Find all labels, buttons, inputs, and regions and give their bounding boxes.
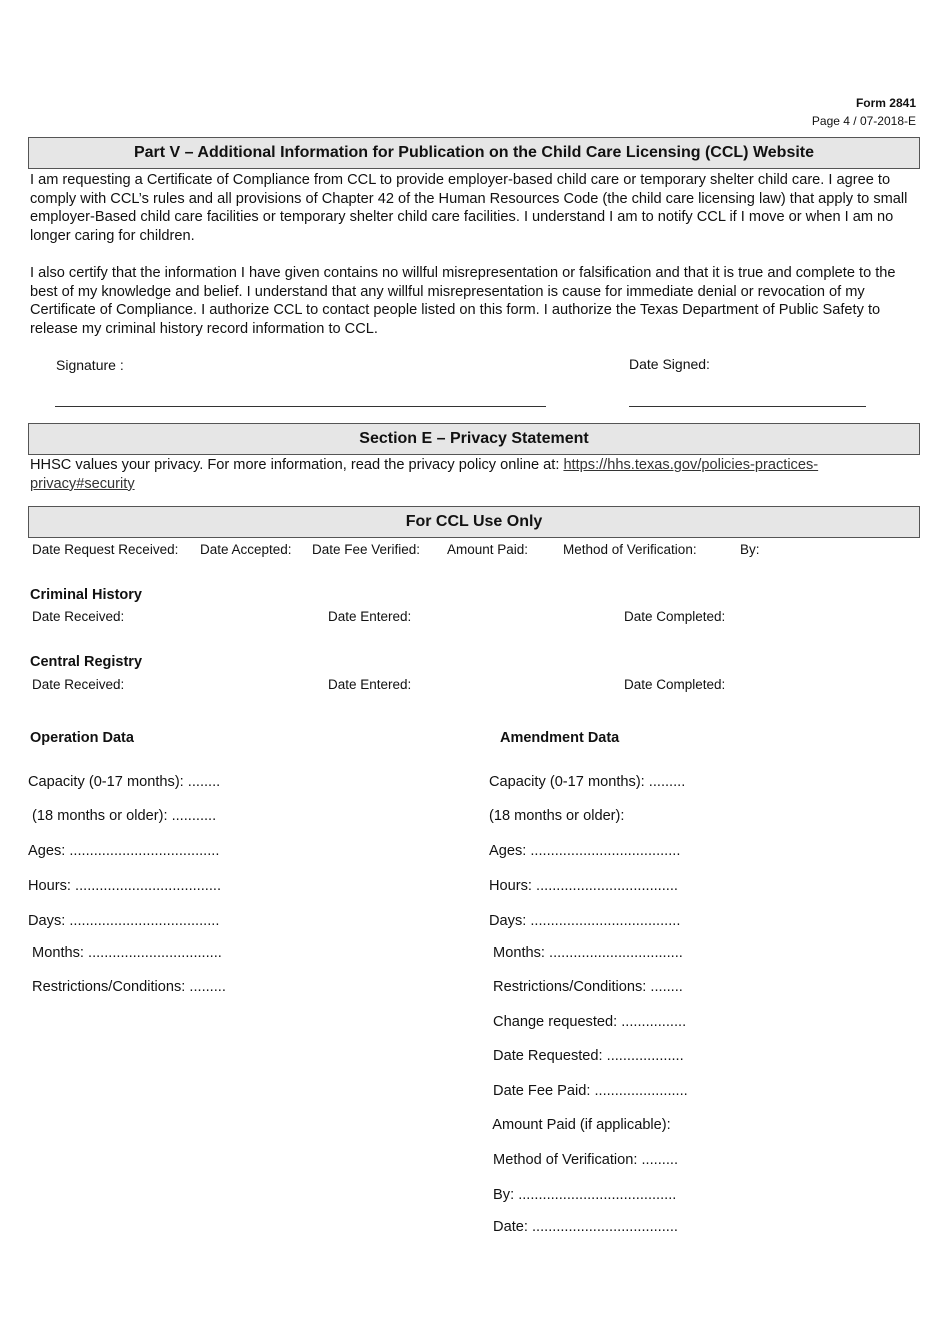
signature-label: Signature : [56, 357, 124, 373]
col-date-fee-verified: Date Fee Verified: [312, 542, 421, 557]
ccl-use-title: For CCL Use Only [28, 506, 920, 538]
amendment-change-requested: Change requested: ................ [489, 1014, 687, 1030]
criminal-history-date-completed: Date Completed: [624, 609, 726, 624]
section-e-title: Section E – Privacy Statement [28, 423, 920, 455]
col-by: By: [740, 542, 760, 557]
operation-data-title: Operation Data [30, 730, 134, 746]
operation-restrictions: Restrictions/Conditions: ......... [28, 979, 226, 995]
page-info: Page 4 / 07-2018-E [811, 114, 916, 128]
part-v-title: Part V – Additional Information for Publication on the Child Care Licensing (CCL) Website [28, 137, 920, 169]
col-amount-paid: Amount Paid: [447, 542, 529, 557]
amendment-data-title: Amendment Data [500, 730, 620, 746]
part-v-paragraph-1: I am requesting a Certificate of Compliance from CCL to provide employer-based child care or temporary shelter child care. I agree to comply with CCL’s rules and all provisions of Chapter 42 of the Human Resources Code (the child care licensing law) that apply to small employer-Based child care facilities or temporary shelter child care facilities. I understand I am to notify CCL if I move or when I am no longer caring for children. [30, 172, 908, 244]
operation-capacity-infant: Capacity (0-17 months): ........ [28, 774, 221, 790]
amendment-date-requested: Date Requested: ................... [489, 1048, 684, 1064]
central-registry-date-completed: Date Completed: [624, 677, 726, 692]
amendment-capacity-infant: Capacity (0-17 months): ......... [489, 774, 686, 790]
privacy-link-part-2: privacy#security [30, 475, 135, 492]
privacy-text: HHSC values your privacy. For more information, read the privacy policy online at: [30, 457, 564, 473]
amendment-months: Months: ................................. [489, 945, 683, 961]
central-registry-date-entered: Date Entered: [328, 677, 412, 692]
date-signed-label: Date Signed: [629, 356, 710, 372]
amendment-hours: Hours: ................................... [489, 878, 678, 894]
amendment-ages: Ages: ..................................... [489, 843, 681, 859]
amendment-capacity-older: (18 months or older): [489, 808, 625, 824]
amendment-amount-paid: Amount Paid (if applicable): [489, 1117, 671, 1133]
criminal-history-title: Criminal History [30, 587, 142, 603]
amendment-restrictions: Restrictions/Conditions: ........ [489, 979, 683, 995]
col-date-accepted: Date Accepted: [200, 542, 292, 557]
central-registry-title: Central Registry [30, 654, 143, 670]
central-registry-date-received: Date Received: [32, 677, 125, 692]
operation-months: Months: ................................. [28, 945, 222, 961]
date-signed-field[interactable] [629, 406, 866, 407]
form-number: Form 2841 [855, 96, 916, 110]
amendment-date-fee-paid: Date Fee Paid: ....................... [489, 1083, 688, 1099]
part-v-paragraph-2: I also certify that the information I have given contains no willful misrepresentation or falsification and that it is true and complete to the best of my knowledge and belief. I understand that any willful misrepresentation is cause for immediate denial or revocation of my Certificate of Compliance. I authorize CCL to contact people listed on this form. I authorize the Texas Department of Public Safety to release my criminal history record information to CCL. [30, 265, 896, 337]
operation-capacity-older: (18 months or older): ........... [28, 808, 217, 824]
operation-ages: Ages: ..................................... [28, 843, 220, 859]
criminal-history-date-received: Date Received: [32, 609, 125, 624]
operation-days: Days: ..................................... [28, 913, 220, 929]
privacy-link-part-1: https://hhs.texas.gov/policies-practices- [563, 457, 819, 473]
criminal-history-date-entered: Date Entered: [328, 609, 412, 624]
privacy-statement [30, 456, 918, 493]
amendment-date: Date: .................................... [489, 1219, 678, 1235]
operation-hours: Hours: .................................... [28, 878, 222, 894]
amendment-by: By: ....................................... [489, 1187, 677, 1203]
col-date-request-received: Date Request Received: [32, 542, 179, 557]
signature-field[interactable] [55, 406, 546, 407]
amendment-method-of-verification: Method of Verification: ......... [489, 1152, 678, 1168]
amendment-days: Days: ..................................... [489, 913, 681, 929]
col-method-of-verification: Method of Verification: [563, 542, 697, 557]
